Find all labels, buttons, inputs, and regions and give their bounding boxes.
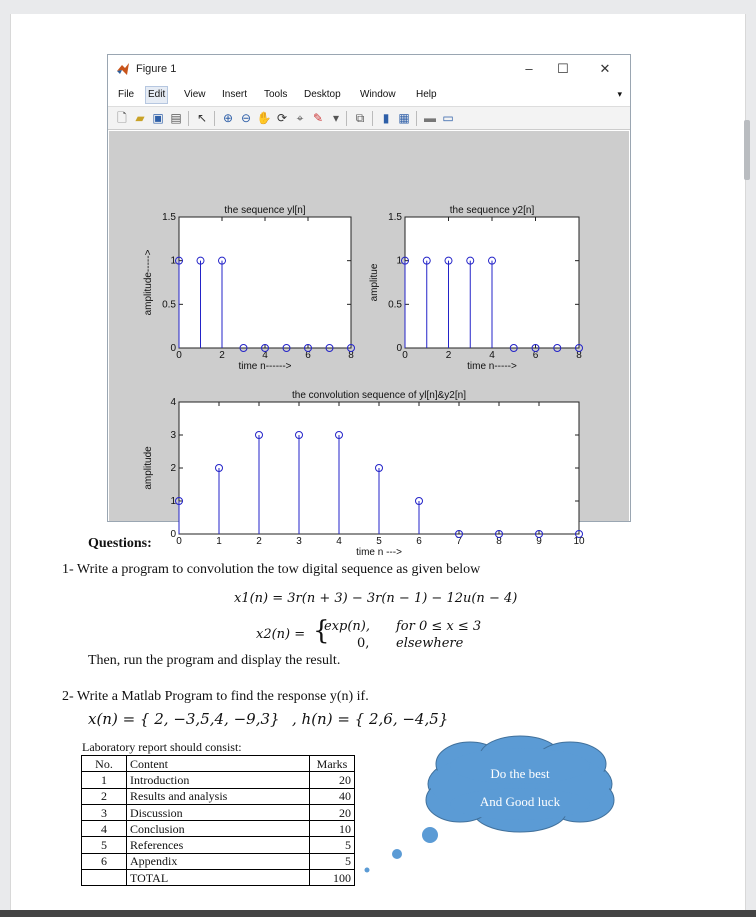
y-tick-label: 0 (170, 343, 176, 354)
y-tick-label: 2 (170, 463, 176, 474)
table-cell: 40 (310, 788, 355, 804)
equation-x2-lhs: x2(n) = (256, 627, 306, 642)
thought-bubble-dot (422, 827, 438, 843)
pan-icon[interactable]: ✋ (256, 111, 272, 125)
table-row (82, 837, 355, 853)
menu-window[interactable]: Window (360, 89, 396, 100)
table-cell: Introduction (127, 772, 310, 788)
table-cell: References (127, 837, 310, 853)
table-row (82, 870, 355, 886)
equation-x: x(n) = { 2, −3,5,4, −9,3} (88, 710, 280, 728)
thought-cloud (420, 736, 620, 836)
x-tick-label: 2 (219, 350, 225, 361)
maximize-button[interactable]: ☐ (557, 61, 569, 76)
x-tick-label: 6 (416, 536, 422, 547)
y-tick-label: 0 (396, 343, 402, 354)
link-icon[interactable]: ⧉ (355, 111, 365, 125)
minimize-button[interactable]: – (525, 61, 533, 76)
instruction-text: Then, run the program and display the result. (88, 653, 341, 668)
table-cell: Appendix (127, 853, 310, 869)
brush-icon[interactable]: ✎ (312, 111, 324, 125)
equation-x2-cond1: for 0 ≤ x ≤ 3 (396, 619, 482, 634)
y-tick-label: 1 (170, 255, 176, 267)
y-axis-label: amplitude-----> (143, 249, 154, 316)
matlab-logo-icon (116, 62, 130, 76)
column-header: Content (127, 756, 310, 772)
table-cell: 3 (82, 804, 127, 820)
y-tick-label: 1 (396, 255, 402, 267)
x-tick-label: 5 (376, 536, 382, 547)
equation-x2-case2: 0, (357, 636, 370, 651)
x-tick-label: 4 (489, 350, 495, 361)
open-icon[interactable]: ▰ (135, 111, 145, 125)
y-tick-label: 0.5 (162, 299, 176, 311)
question-2-text: 2- Write a Matlab Program to find the response y(n) if. (62, 689, 369, 704)
cloud-text-line2: And Good luck (479, 794, 561, 809)
x-tick-label: 8 (496, 536, 502, 547)
menu-file[interactable]: File (118, 89, 135, 100)
thought-bubble-dot (392, 849, 402, 859)
table-cell: 20 (310, 772, 355, 788)
y-tick-label: 1.5 (388, 212, 402, 223)
table-row (82, 821, 355, 837)
table-row (82, 772, 355, 788)
y-tick-label: 1 (170, 496, 176, 507)
insert-legend-icon[interactable]: ▦ (398, 111, 410, 125)
x-axis-label: time n-----> (467, 361, 517, 372)
cloud-text-line1: Do the best (490, 766, 550, 781)
table-cell: 5 (310, 837, 355, 853)
scrollbar-thumb[interactable] (744, 120, 750, 180)
table-row (82, 853, 355, 869)
table-cell: 10 (310, 821, 355, 837)
table-cell: TOTAL (127, 870, 310, 886)
x-tick-label: 6 (305, 350, 311, 361)
x-tick-label: 9 (536, 536, 542, 547)
column-header: Marks (310, 756, 355, 772)
table-cell (82, 870, 127, 886)
table-cell: Results and analysis (127, 788, 310, 804)
menu-edit[interactable]: Edit (146, 87, 167, 103)
equation-x2-case1: exp(n), (324, 619, 370, 634)
x-tick-label: 8 (348, 350, 354, 361)
zoom-out-icon[interactable]: ⊖ (240, 111, 252, 125)
x-tick-label: 10 (573, 536, 585, 547)
questions-heading: Questions: (88, 536, 152, 551)
x-tick-label: 4 (262, 350, 268, 361)
marks-table (81, 755, 355, 886)
table-cell: 20 (310, 804, 355, 820)
table-cell: 100 (310, 870, 355, 886)
y-tick-label: 1.5 (162, 212, 176, 223)
table-row (82, 788, 355, 804)
chart-title: the sequence y2[n] (449, 205, 535, 216)
column-header: No. (82, 756, 127, 772)
equation-x2-cond2: elsewhere (396, 636, 464, 651)
table-cell: 6 (82, 853, 127, 869)
menu-tools[interactable]: Tools (264, 89, 288, 100)
toolbar-separator (416, 111, 417, 126)
thought-bubble-dot (365, 868, 370, 873)
axes-box (179, 217, 351, 348)
x-axis-label: time n------> (238, 361, 292, 372)
bottom-bar (0, 910, 756, 917)
menu-bar (108, 85, 630, 105)
menu-help[interactable]: Help (416, 89, 437, 100)
table-cell: 1 (82, 772, 127, 788)
x-tick-label: 0 (176, 536, 182, 547)
y-tick-label: 4 (170, 397, 176, 408)
data-cursor-icon[interactable]: ⌖ (296, 111, 304, 125)
x-axis-label: time n ---> (356, 547, 402, 558)
x-tick-label: 3 (296, 536, 302, 547)
new-icon[interactable]: 🗋 (117, 111, 127, 125)
insert-colorbar-icon[interactable]: ▮ (382, 111, 390, 125)
window-titlebar (108, 55, 630, 83)
save-icon[interactable]: ▣ (152, 111, 164, 125)
rotate-icon[interactable]: ⟳ (276, 111, 288, 125)
table-header-row (82, 756, 355, 772)
equation-h: , h(n) = { 2,6, −4,5} (292, 710, 449, 728)
y-axis-label: amplitude (143, 446, 154, 490)
chart-title: the convolution sequence of yl[n]&y2[n] (291, 390, 467, 401)
report-heading: Laboratory report should consist: (82, 740, 242, 754)
pointer-icon[interactable]: ↖ (196, 111, 208, 125)
menu-overflow-icon[interactable]: ▾ (617, 89, 622, 99)
x-tick-label: 6 (532, 350, 539, 361)
x-tick-label: 1 (216, 536, 222, 547)
toolbar-separator (214, 111, 215, 126)
table-cell: 5 (310, 853, 355, 869)
thought-bubbles (355, 820, 445, 880)
toolbar-separator (346, 111, 347, 126)
brace-symbol: { (313, 616, 330, 646)
table-cell: 5 (82, 837, 127, 853)
brush-dropdown-icon[interactable]: ▾ (332, 111, 340, 125)
x-tick-label: 4 (336, 536, 342, 547)
dock-icon[interactable]: ▭ (442, 111, 454, 125)
table-row (82, 804, 355, 820)
x-tick-label: 0 (402, 350, 408, 361)
chart-title: the sequence yl[n] (224, 205, 306, 216)
toolbar-separator (372, 111, 373, 126)
window-title: Figure 1 (136, 63, 177, 75)
table-cell: Discussion (127, 804, 310, 820)
x-tick-label: 8 (576, 350, 582, 361)
hide-tools-icon[interactable]: ▬ (424, 111, 436, 125)
equation-x1: x1(n) = 3r(n + 3) − 3r(n − 1) − 12u(n − 4) (234, 591, 518, 606)
table-cell: 2 (82, 788, 127, 804)
zoom-in-icon[interactable]: ⊕ (222, 111, 234, 125)
y-tick-label: 0.5 (388, 299, 402, 311)
table-cell: Conclusion (127, 821, 310, 837)
menu-desktop[interactable]: Desktop (304, 89, 341, 100)
toolbar-separator (188, 111, 189, 126)
menu-insert[interactable]: Insert (222, 89, 248, 100)
print-icon[interactable]: ▤ (170, 111, 182, 125)
figure-toolbar (108, 106, 630, 130)
x-tick-label: 2 (256, 536, 262, 547)
question-1-text: 1- Write a program to convolution the tow digital sequence as given below (62, 562, 481, 577)
close-button[interactable]: ✕ (599, 61, 611, 76)
x-tick-label: 0 (176, 350, 182, 361)
y-axis-label: amplitue (369, 263, 380, 302)
menu-view[interactable]: View (184, 89, 206, 100)
table-cell: 4 (82, 821, 127, 837)
y-tick-label: 0 (170, 529, 176, 540)
x-tick-label: 2 (445, 350, 452, 361)
x-tick-label: 7 (456, 536, 462, 547)
y-tick-label: 3 (170, 430, 176, 441)
